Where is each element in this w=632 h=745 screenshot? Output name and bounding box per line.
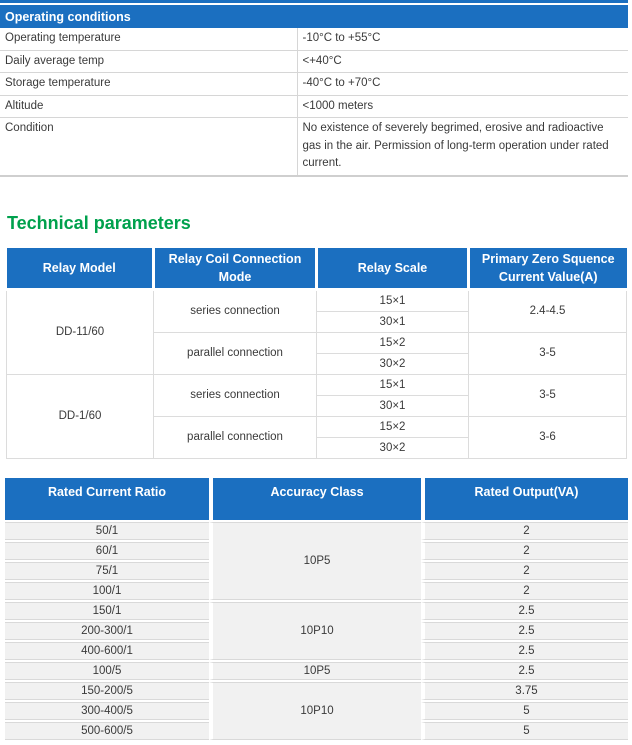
ratio-cell: 100/1 [5, 582, 209, 600]
table-header-row [5, 478, 628, 520]
output-cell: 5 [421, 722, 628, 740]
relay-scale-cell: 15×1 [317, 374, 469, 395]
accuracy-cell: 10P10 [209, 682, 421, 740]
relay-scale-cell: 30×2 [317, 437, 469, 458]
ratio-cell: 300-400/5 [5, 702, 209, 720]
relay-model-header: Relay Model [7, 248, 154, 290]
rated-current-ratio-header: Rated Current Ratio [5, 478, 209, 520]
relay-current-cell: 3-5 [469, 332, 627, 374]
op-row [0, 73, 628, 96]
ratio-cell: 60/1 [5, 542, 209, 560]
output-cell: 5 [421, 702, 628, 720]
ratio-cell: 50/1 [5, 522, 209, 540]
relay-table-body [7, 289, 627, 458]
relay-current-cell: 3-6 [469, 416, 627, 458]
relay-scale-cell: 30×1 [317, 395, 469, 416]
ratio-table-head [5, 478, 628, 520]
relay-scale-cell: 30×1 [317, 311, 469, 332]
ratio-row [5, 522, 628, 540]
op-value-cell: <1000 meters [297, 95, 628, 118]
ratio-row [5, 682, 628, 700]
op-value-cell: No existence of severely begrimed, erosive and radioactive gas in the air. Permission of long-term operation under rated current. [297, 118, 628, 176]
op-value-cell: <+40°C [297, 50, 628, 73]
accuracy-class-header: Accuracy Class [209, 478, 421, 520]
table-header-row [0, 5, 628, 28]
relay-coil-connection-mode-header: Relay Coil Connection Mode [154, 248, 317, 290]
relay-row [7, 374, 627, 395]
op-label-cell: Storage temperature [0, 73, 297, 96]
ratio-row [5, 662, 628, 680]
relay-mode-cell: parallel connection [154, 332, 317, 374]
op-row [0, 28, 628, 50]
op-row [0, 95, 628, 118]
relay-table-head [7, 248, 627, 290]
op-value-cell: -40°C to +70°C [297, 73, 628, 96]
ratio-cell: 200-300/1 [5, 622, 209, 640]
operating-conditions-title: Operating conditions [0, 5, 628, 28]
output-cell: 2 [421, 522, 628, 540]
relay-model-cell: DD-11/60 [7, 289, 154, 374]
op-label-cell: Daily average temp [0, 50, 297, 73]
accuracy-cell: 10P10 [209, 602, 421, 660]
output-cell: 2 [421, 562, 628, 580]
relay-scale-header: Relay Scale [317, 248, 469, 290]
relay-mode-cell: series connection [154, 289, 317, 332]
primary-zero-sequence-header: Primary Zero Squence Current Value(A) [469, 248, 627, 290]
output-cell: 2 [421, 582, 628, 600]
table-header-row [7, 248, 627, 290]
output-cell: 2.5 [421, 662, 628, 680]
output-cell: 3.75 [421, 682, 628, 700]
op-label-cell: Altitude [0, 95, 297, 118]
ratio-row [5, 602, 628, 620]
relay-mode-cell: parallel connection [154, 416, 317, 458]
ratio-cell: 75/1 [5, 562, 209, 580]
ratio-cell: 150/1 [5, 602, 209, 620]
output-cell: 2.5 [421, 642, 628, 660]
ratio-cell: 100/5 [5, 662, 209, 680]
accuracy-cell: 10P5 [209, 662, 421, 680]
section-heading: Technical parameters [7, 212, 191, 233]
op-row [0, 50, 628, 73]
relay-scale-cell: 30×2 [317, 353, 469, 374]
operating-conditions-head [0, 5, 628, 28]
relay-scale-cell: 15×1 [317, 289, 469, 311]
ratio-cell: 150-200/5 [5, 682, 209, 700]
relay-row [7, 289, 627, 311]
relay-scale-cell: 15×2 [317, 416, 469, 437]
op-label-cell: Condition [0, 118, 297, 176]
op-row [0, 118, 628, 176]
relay-table [6, 248, 627, 459]
relay-mode-cell: series connection [154, 374, 317, 416]
output-cell: 2.5 [421, 622, 628, 640]
op-label-cell: Operating temperature [0, 28, 297, 50]
ratio-table-body [5, 522, 628, 740]
accuracy-cell: 10P5 [209, 522, 421, 600]
relay-model-cell: DD-1/60 [7, 374, 154, 458]
relay-scale-cell: 15×2 [317, 332, 469, 353]
ratio-cell: 500-600/5 [5, 722, 209, 740]
output-cell: 2 [421, 542, 628, 560]
operating-conditions-table [0, 5, 628, 177]
op-value-cell: -10°C to +55°C [297, 28, 628, 50]
relay-current-cell: 3-5 [469, 374, 627, 416]
rated-output-header: Rated Output(VA) [421, 478, 628, 520]
ratio-table [5, 476, 628, 742]
top-border-rule [0, 0, 628, 3]
relay-current-cell: 2.4-4.5 [469, 289, 627, 332]
operating-conditions-body [0, 28, 628, 176]
ratio-cell: 400-600/1 [5, 642, 209, 660]
output-cell: 2.5 [421, 602, 628, 620]
